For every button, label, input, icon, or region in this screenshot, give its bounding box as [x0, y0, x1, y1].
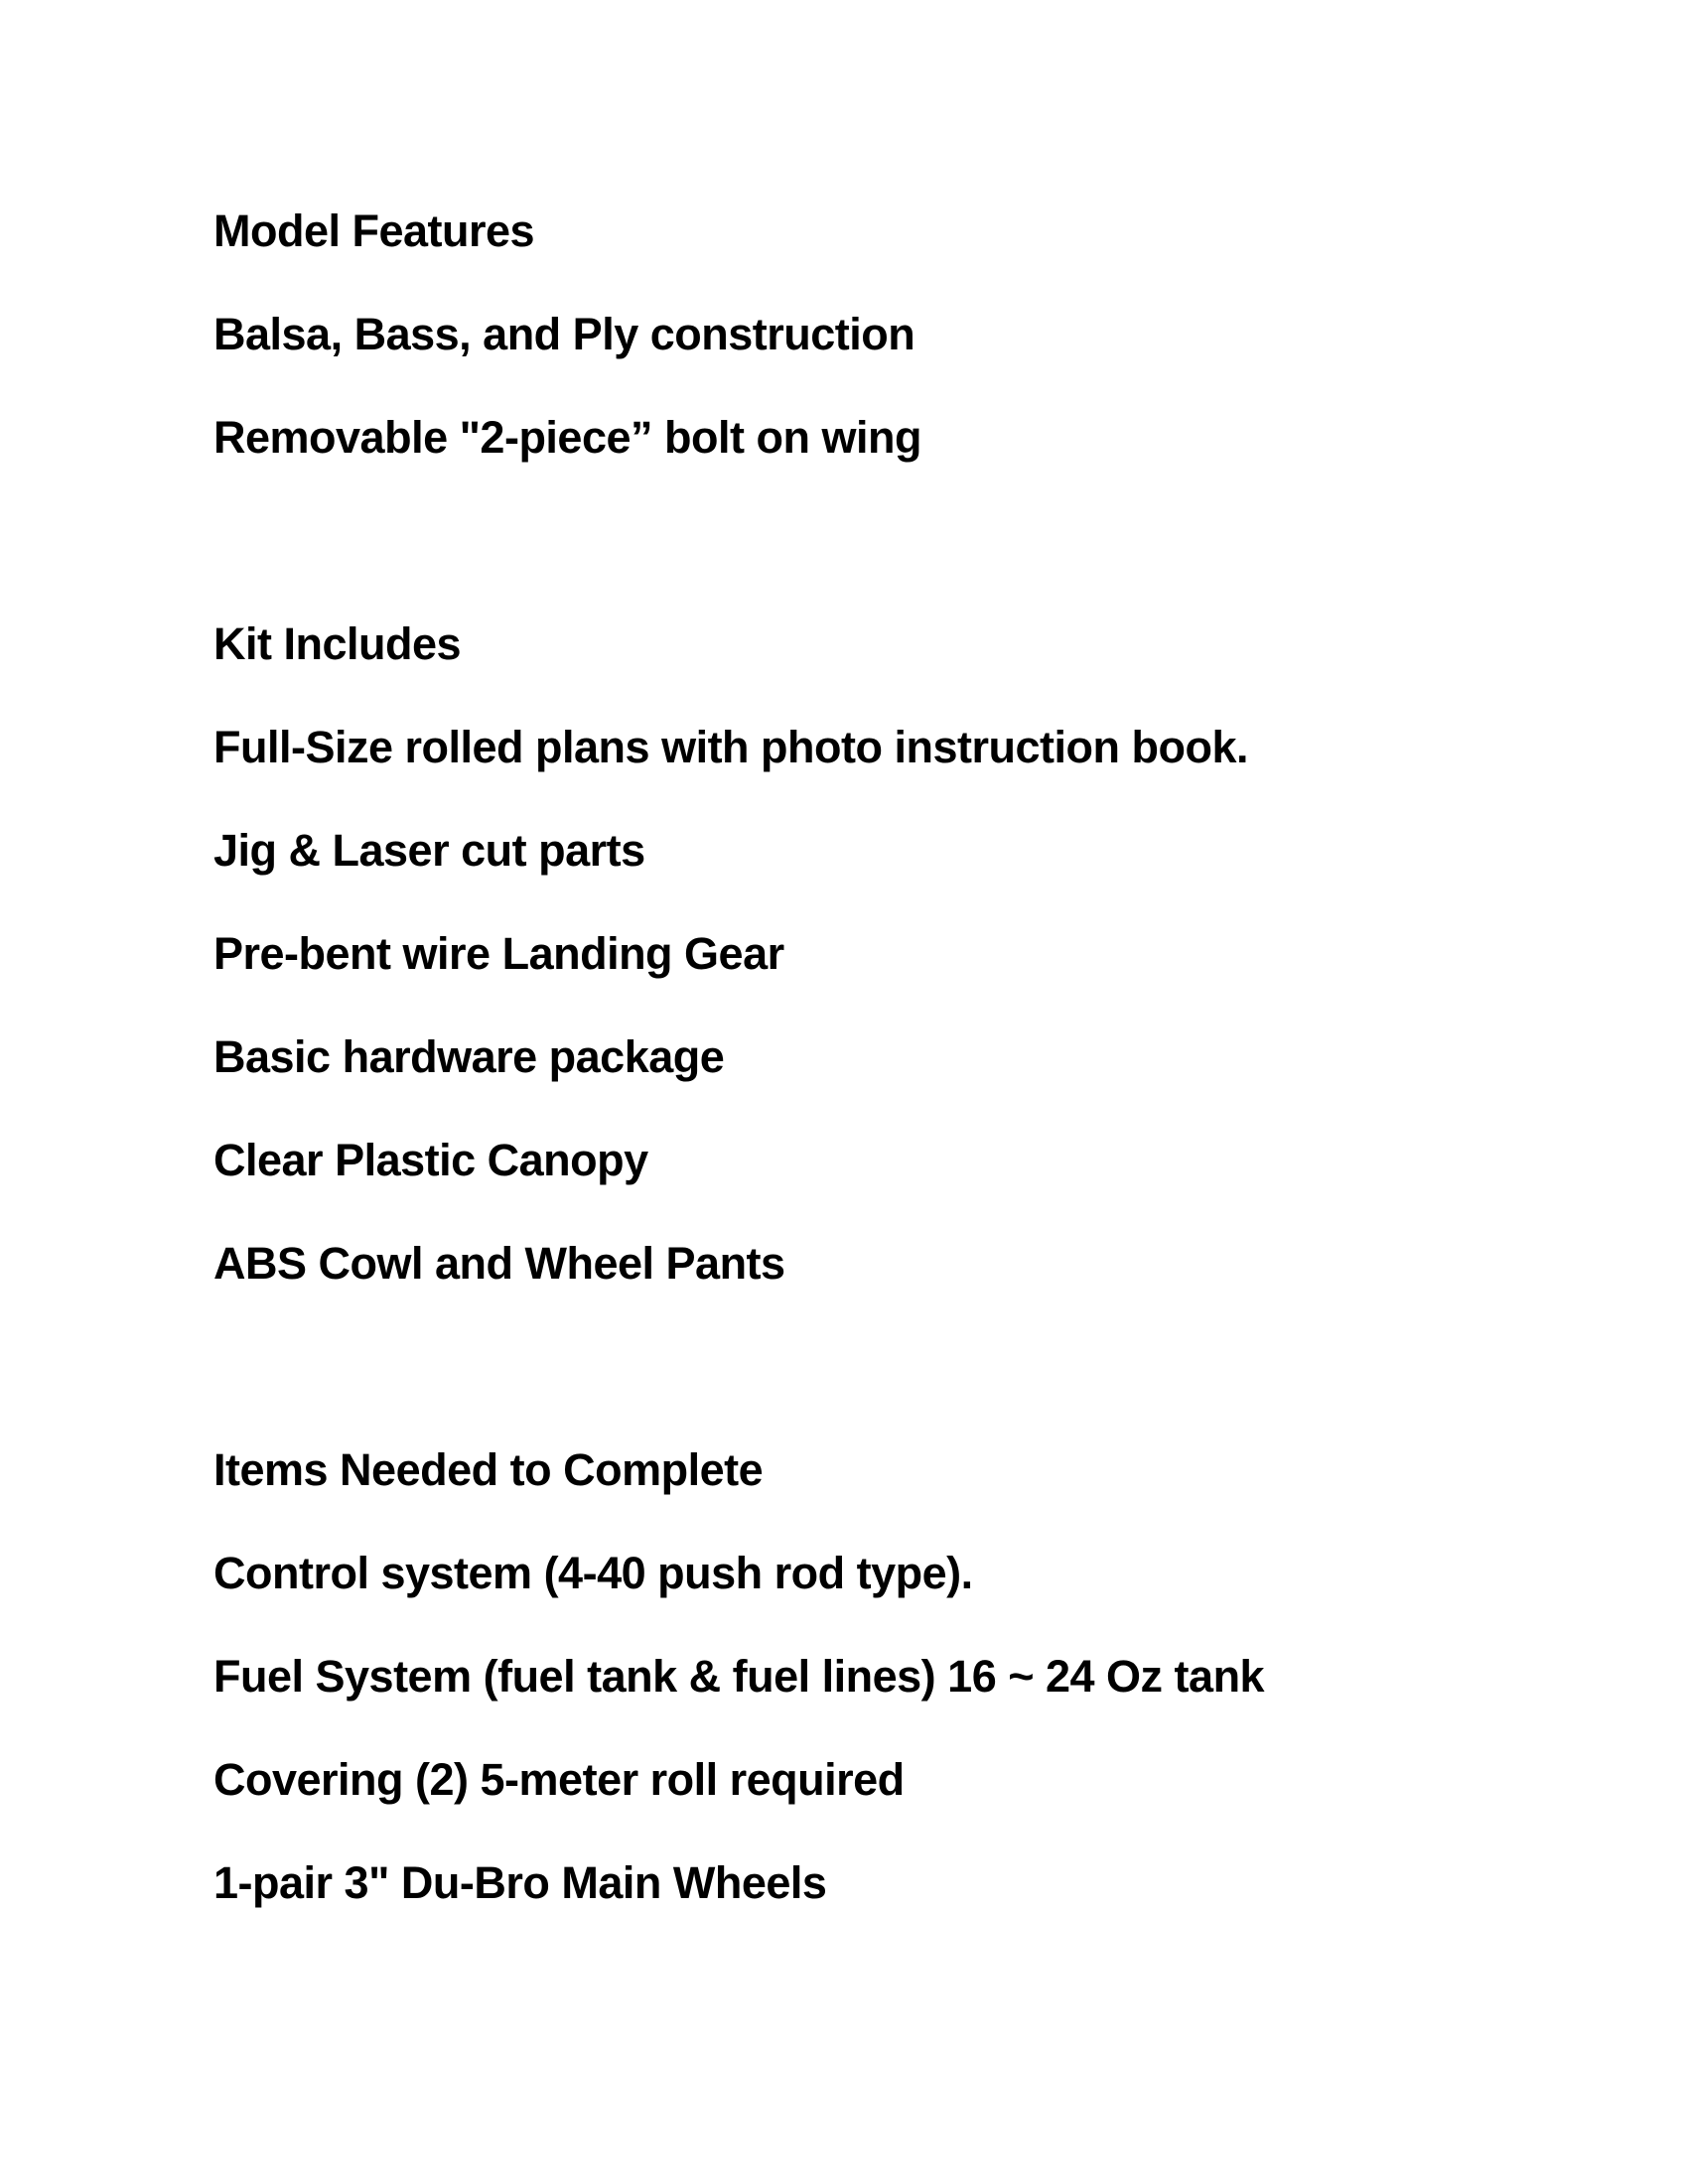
feature-item: Removable "2-piece” bolt on wing: [213, 412, 921, 463]
kit-item: Clear Plastic Canopy: [213, 1135, 648, 1185]
document-content: [213, 180, 1604, 1935]
needed-item: 1-pair 3" Du-Bro Main Wheels: [213, 1857, 827, 1908]
section-kit-includes: [213, 593, 1604, 1315]
feature-item: Balsa, Bass, and Ply construction: [213, 309, 915, 359]
kit-item: Pre-bent wire Landing Gear: [213, 928, 784, 979]
kit-item: Basic hardware package: [213, 1031, 725, 1082]
section-heading-model-features: Model Features: [213, 205, 535, 256]
kit-item: Full-Size rolled plans with photo instruction book.: [213, 722, 1248, 772]
kit-item: ABS Cowl and Wheel Pants: [213, 1238, 785, 1289]
needed-item: Fuel System (fuel tank & fuel lines) 16 ~ 24 Oz tank: [213, 1651, 1265, 1702]
needed-item: Covering (2) 5-meter roll required: [213, 1754, 905, 1805]
section-heading-items-needed: Items Needed to Complete: [213, 1444, 764, 1495]
section-items-needed: [213, 1419, 1604, 1935]
needed-item: Control system (4-40 push rod type).: [213, 1548, 973, 1598]
section-heading-kit-includes: Kit Includes: [213, 618, 462, 669]
section-model-features: [213, 180, 1604, 489]
kit-item: Jig & Laser cut parts: [213, 825, 645, 876]
